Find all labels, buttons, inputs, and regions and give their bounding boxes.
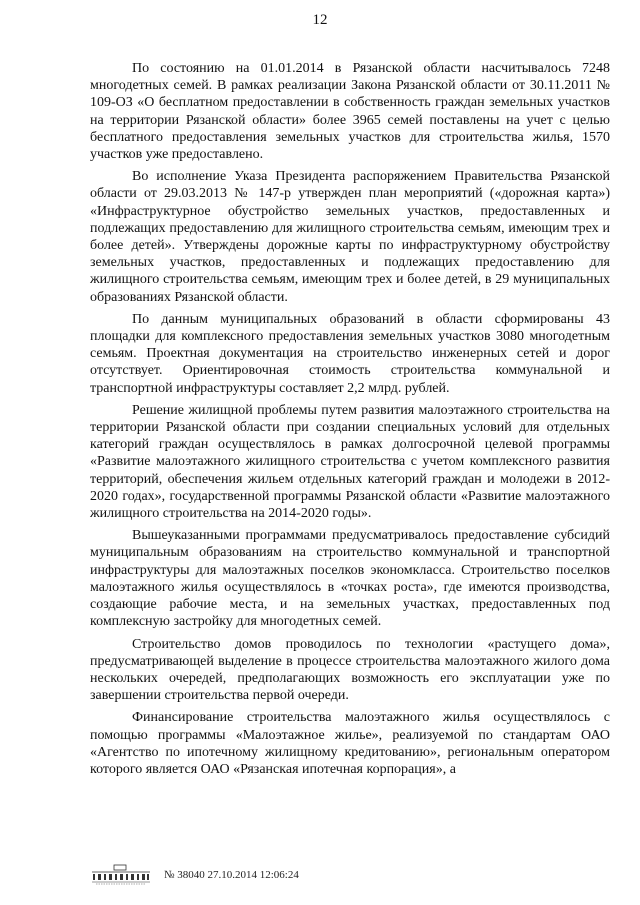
- paragraph-land-plots: По данным муниципальных образований в области сформированы 43 площадки для комплексного предоставления земельных участков 3080 многодетным семьям. Проектная документация на строительство инженерных сетей и дорог отсутствует. Ориентировочная стоимость строительства коммунальной и транспортной инфраструктуры составляет 2,2 млрд. рублей.: [90, 311, 610, 396]
- document-footer: [90, 860, 299, 890]
- paragraph-growing-house: Строительство домов проводилось по технологии «растущего дома», предусматривающей выделение в процессе строительства малоэтажного жилого дома нескольких очередей, предполагающих возможность его эксплуатации уже по завершении строительства первой очереди.: [90, 636, 610, 704]
- paragraph-subsidies: Вышеуказанными программами предусматривалось предоставление субсидий муниципальным образованиям на строительство коммунальной и транспортной инфраструктуры для малоэтажных поселков экономкласса. Строительство поселков малоэтажного жилья осуществлялось в «точках роста», где имеются производства, создающие рабочие места, и на земельных участках, предоставленных под комплексную застройку для многодетных семей.: [90, 528, 610, 630]
- paragraph-large-families: По состоянию на 01.01.2014 в Рязанской области насчитывалось 7248 многодетных семей. В рамках реализации Закона Рязанской области от 30.11.2011 № 109-ОЗ «О бесплатном предоставлении в собственность граждан земельных участков на территории Рязанской области» более 3965 семей поставлены на учет с целью бесплатного предоставления земельных участков для строительства жилья, 1570 участков уже предоставлено.: [90, 61, 610, 163]
- paragraph-low-rise-programs: Решение жилищной проблемы путем развития малоэтажного строительства на территории Рязанской области при создании специальных условий для отдельных категорий граждан осуществлялось в рамках долгосрочной целевой программы «Развитие малоэтажного жилищного строительства с учетом комплексного развития территорий, обеспечения жильем отдельных категорий граждан и молодежи в 2012-2020 годах», государственной программы Рязанской области «Развитие малоэтажного жилищного строительства на 2014-2020 годы».: [90, 402, 610, 522]
- document-body: [90, 60, 610, 783]
- paragraph-financing: Финансирование строительства малоэтажного жилья осуществлялось с помощью программы «Малоэтажное жилье», реализуемой по стандартам ОАО «Агентство по ипотечному жилищному кредитованию», региональным оператором которого является ОАО «Рязанская ипотечная корпорация», а: [90, 710, 610, 777]
- registry-stamp-icon: [90, 864, 152, 886]
- paragraph-road-map: Во исполнение Указа Президента распоряжением Правительства Рязанской области от 29.03.2013 № 147-р утвержден план мероприятий («дорожная карта») «Инфраструктурное обустройство земельных участков, предоставленных и подлежащих предоставлению для жилищного строительства семьям, имеющим трех и более детей». Утверждены дорожные карты по инфраструктурному обустройству земельных участков, предоставленных и подлежащих предоставлению для жилищного строительства семьям, имеющим трех и более детей, в 29 муниципальных образованиях Рязанской области.: [90, 169, 610, 305]
- document-registration-number: № 38040 27.10.2014 12:06:24: [164, 869, 299, 881]
- page-number: 12: [312, 12, 328, 28]
